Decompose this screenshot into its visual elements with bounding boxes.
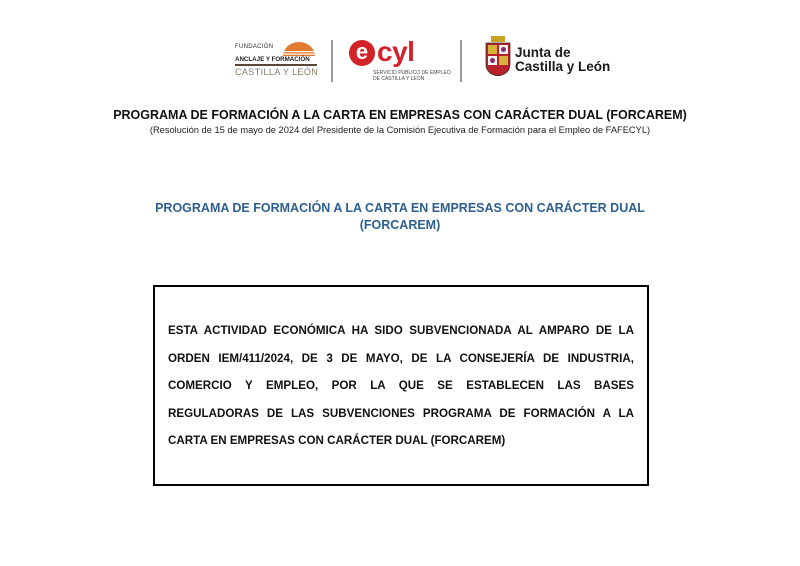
- coat-of-arms-icon: [485, 36, 511, 76]
- header-title: PROGRAMA DE FORMACIÓN A LA CARTA EN EMPRESAS CON CARÁCTER DUAL (FORCAREM): [113, 108, 687, 122]
- junta-line2: Castilla y León: [515, 59, 611, 74]
- notice-text: ESTA ACTIVIDAD ECONÓMICA HA SIDO SUBVENCIONADA AL AMPARO DE LA ORDEN IEM/411/2024, DE 3 DE MAYO, DE LA CONSEJERÍA DE INDUSTRIA, COMERCIO Y EMPLEO, POR LA QUE SE ESTABLECEN LAS BASES REGULADORAS DE LAS SUBVENCIONES PROGRAMA DE FORMACIÓN A LA CARTA EN EMPRESAS CON CARÁCTER DUAL (FORCAREM): [168, 324, 634, 447]
- header-subtitle: (Resolución de 15 de mayo de 2024 del Presidente de la Comisión Ejecutiva de Formación para el Empleo de FAFECYL): [149, 125, 651, 135]
- junta-line1: Junta de: [515, 45, 571, 60]
- fundacion-anclaje-logo: [231, 42, 323, 82]
- junta-castilla-leon-logo: [479, 32, 611, 88]
- logo-strip: [231, 36, 611, 86]
- fundacion-line1: ANCLAJE Y FORMACIÓN: [235, 56, 310, 63]
- ecyl-mark: e: [349, 40, 375, 66]
- fundacion-divider: [235, 64, 317, 66]
- ecyl-name: cyl: [377, 36, 415, 67]
- ecyl-logo: [349, 36, 451, 84]
- notice-box: [153, 285, 649, 486]
- ecyl-subtitle: SERVICIO PÚBLICO DE EMPLEO DE CASTILLA Y LEÓN: [373, 70, 451, 82]
- program-title: [150, 200, 650, 234]
- fundacion-line2: CASTILLA Y LEÓN: [235, 67, 319, 77]
- program-title-line2: (FORCAREM): [359, 218, 441, 232]
- sunrise-icon: [281, 42, 317, 56]
- logo-separator: [460, 40, 462, 82]
- program-title-line1: PROGRAMA DE FORMACIÓN A LA CARTA EN EMPRESAS CON CARÁCTER DUAL: [155, 201, 645, 215]
- fundacion-small-label: FUNDACIÓN: [235, 44, 274, 50]
- logo-separator: [331, 40, 333, 82]
- junta-wordmark: [515, 46, 610, 74]
